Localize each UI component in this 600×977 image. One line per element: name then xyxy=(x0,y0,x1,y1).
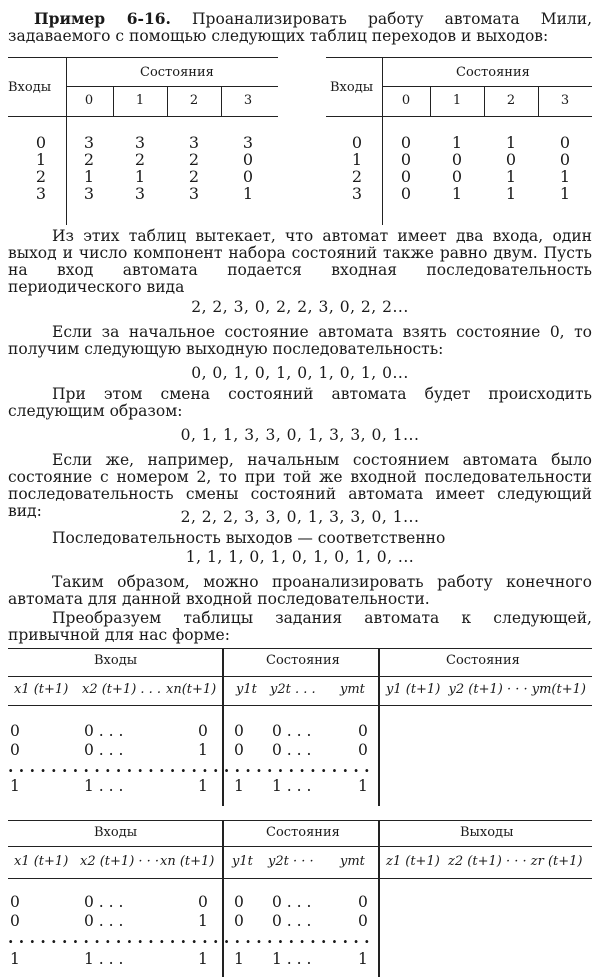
table-cell: 1 xyxy=(559,167,571,186)
g1-var-x2: x2 (t+1) . . . xyxy=(82,682,162,697)
g1-cell: 1 xyxy=(10,777,20,795)
g2-cell: 0 . . . xyxy=(272,893,312,911)
rule xyxy=(326,57,592,58)
rule xyxy=(8,878,592,879)
g1-var-y1: y1t xyxy=(236,682,257,697)
row-label: 1 xyxy=(351,150,363,169)
table-cell: 3 xyxy=(134,133,146,152)
g1-cell: 1 xyxy=(234,777,244,795)
intro-text: Проанализировать работу автомата Мили, задаваемого с помощью следующих таблиц переходов и выходов: xyxy=(8,10,593,45)
g1-var-ym: ymt xyxy=(340,682,365,697)
table-cell: 2 xyxy=(134,150,146,169)
paragraph-7: Преобразуем таблицы задания автомата к следующей, привычной для нас форме: xyxy=(8,609,592,644)
table-cell: 0 xyxy=(451,150,463,169)
table-cell: 0 xyxy=(451,167,463,186)
table-cell: 0 xyxy=(505,150,517,169)
g2-var-ym: ymt xyxy=(340,854,365,869)
table-cell: 2 xyxy=(188,150,200,169)
col-header: 3 xyxy=(243,93,253,108)
rule xyxy=(8,846,592,847)
rule xyxy=(378,820,380,977)
g1-cell: 0 . . . xyxy=(272,741,312,759)
g1-cell: 1 xyxy=(198,777,208,795)
g1-var-y2: y2t . . . xyxy=(270,682,316,697)
rule xyxy=(8,705,592,706)
table-cell: 3 xyxy=(134,184,146,203)
g2-header-states: Состояния xyxy=(266,825,340,840)
table-cell: 1 xyxy=(559,184,571,203)
example-label: Пример 6-16. xyxy=(34,9,171,28)
sequence-1: 2, 2, 3, 0, 2, 2, 3, 0, 2, 2... xyxy=(191,298,409,316)
table-cell: 1 xyxy=(451,133,463,152)
table-cell: 2 xyxy=(83,150,95,169)
sequence-2: 0, 0, 1, 0, 1, 0, 1, 0, 1, 0... xyxy=(191,364,409,382)
table-cell: 1 xyxy=(451,184,463,203)
rule xyxy=(430,86,431,116)
rule xyxy=(8,820,592,821)
g2-cell: 0 xyxy=(234,893,244,911)
row-label: 2 xyxy=(35,167,47,186)
g2-var-y1: y1t xyxy=(232,854,253,869)
g1-cell: 0 . . . xyxy=(84,722,124,740)
table-cell: 0 xyxy=(242,167,254,186)
g2-cell: 1 xyxy=(234,950,244,968)
table-cell: 1 xyxy=(505,184,517,203)
sequence-3: 0, 1, 1, 3, 3, 0, 1, 3, 3, 0, 1... xyxy=(180,426,420,444)
g2-ellipsis-row: . . . . . . . . . . . . . . . . . . . . . . . . . . . . . . . . . . xyxy=(8,928,370,947)
table-cell: 1 xyxy=(505,133,517,152)
g2-var-xn: xn (t+1) xyxy=(160,854,215,869)
g1-cell: 1 . . . xyxy=(272,777,312,795)
table-cell: 1 xyxy=(505,167,517,186)
g1-cell: 0 xyxy=(358,741,368,759)
g2-cell: 0 xyxy=(234,912,244,930)
g2-cell: 0 xyxy=(358,912,368,930)
row-label: 0 xyxy=(35,133,47,152)
g2-cell: 0 . . . xyxy=(84,893,124,911)
g1-var-xn: xn(t+1) xyxy=(166,682,217,697)
table-cell: 0 xyxy=(242,150,254,169)
g1-cell: 1 . . . xyxy=(84,777,124,795)
col-header: 2 xyxy=(506,93,516,108)
paragraph-5: Последовательность выходов — соответственно xyxy=(52,529,446,547)
paragraph-3: При этом смена состояний автомата будет происходить следующим образом: xyxy=(8,385,592,420)
g1-cell: 1 xyxy=(358,777,368,795)
g1-header-next-states: Состояния xyxy=(446,653,520,668)
g1-cell: 0 xyxy=(198,722,208,740)
rule xyxy=(113,86,114,116)
col-header: 0 xyxy=(84,93,94,108)
g2-var-y2: y2t · · · xyxy=(268,854,314,869)
rule xyxy=(8,648,592,649)
g1-var-x1: x1 (t+1) xyxy=(14,682,69,697)
g1-header-states: Состояния xyxy=(266,653,340,668)
row-label: 2 xyxy=(351,167,363,186)
row-label: 0 xyxy=(351,133,363,152)
output-states-header: Состояния xyxy=(456,65,530,80)
col-header: 1 xyxy=(135,93,145,108)
table-cell: 3 xyxy=(83,184,95,203)
rule xyxy=(8,116,278,117)
g2-cell: 1 . . . xyxy=(272,950,312,968)
table-cell: 3 xyxy=(188,184,200,203)
g2-header-inputs: Входы xyxy=(94,825,138,840)
table-cell: 0 xyxy=(400,133,412,152)
rule xyxy=(382,86,592,87)
g2-cell: 0 xyxy=(358,893,368,911)
g1-cell: 0 xyxy=(358,722,368,740)
paragraph-4: Если же, например, начальным состоянием автомата было состояние с номером 2, то при той же входной последовательности последовательность смены состояний автомата имеет следующий вид: xyxy=(8,451,592,520)
col-header: 3 xyxy=(560,93,570,108)
table-cell: 3 xyxy=(83,133,95,152)
g2-cell: 0 . . . xyxy=(272,912,312,930)
g2-cell: 0 xyxy=(198,893,208,911)
output-inputs-header: Входы xyxy=(330,80,374,95)
rule xyxy=(484,86,485,116)
transition-states-header: Состояния xyxy=(140,65,214,80)
g1-header-inputs: Входы xyxy=(94,653,138,668)
col-header: 2 xyxy=(189,93,199,108)
row-label: 3 xyxy=(351,184,363,203)
table-cell: 0 xyxy=(559,133,571,152)
rule xyxy=(8,676,592,677)
col-header: 1 xyxy=(452,93,462,108)
g2-cell: 1 xyxy=(198,950,208,968)
g2-cell: 1 xyxy=(10,950,20,968)
table-cell: 0 xyxy=(400,184,412,203)
table-cell: 0 xyxy=(400,150,412,169)
g2-cell: 1 xyxy=(358,950,368,968)
table-cell: 2 xyxy=(188,167,200,186)
rule xyxy=(8,57,278,58)
table-cell: 3 xyxy=(188,133,200,152)
g1-cell: 1 xyxy=(198,741,208,759)
g1-ellipsis-row: . . . . . . . . . . . . . . . . . . . . . . . . . . . . . . . . . . xyxy=(8,757,370,776)
g2-output-vars: z1 (t+1) z2 (t+1) · · · zr (t+1) xyxy=(386,854,583,869)
g1-cell: 0 xyxy=(10,741,20,759)
g2-cell: 0 xyxy=(10,912,20,930)
rule xyxy=(222,820,224,977)
table-cell: 0 xyxy=(400,167,412,186)
table-cell: 0 xyxy=(559,150,571,169)
col-header: 0 xyxy=(401,93,411,108)
rule xyxy=(167,86,168,116)
paragraph-2: Если за начальное состояние автомата взять состояние 0, то получим следующую выходную последовательность: xyxy=(8,323,592,358)
g1-cell: 0 xyxy=(234,741,244,759)
sequence-4: 2, 2, 2, 3, 3, 0, 1, 3, 3, 0, 1... xyxy=(180,508,420,526)
g1-cell: 0 . . . xyxy=(84,741,124,759)
g2-var-x1: x1 (t+1) xyxy=(14,854,69,869)
g1-cell: 0 xyxy=(234,722,244,740)
g1-cell: 0 xyxy=(10,722,20,740)
rule xyxy=(538,86,539,116)
transition-inputs-header: Входы xyxy=(8,80,52,95)
g2-cell: 1 . . . xyxy=(84,950,124,968)
g2-var-x2: x2 (t+1) · · · xyxy=(80,854,160,869)
row-label: 3 xyxy=(35,184,47,203)
paragraph-1: Из этих таблиц вытекает, что автомат имеет два входа, один выход и число компонент набора состояний также равно двум. Пусть на вход автомата подается входная последовательность периодического вида xyxy=(8,227,592,296)
g2-cell: 1 xyxy=(198,912,208,930)
intro-paragraph xyxy=(8,10,592,45)
paragraph-6: Таким образом, можно проанализировать работу конечного автомата для данной входной последовательности. xyxy=(8,573,592,608)
g2-cell: 0 . . . xyxy=(84,912,124,930)
row-label: 1 xyxy=(35,150,47,169)
rule xyxy=(326,116,592,117)
rule xyxy=(66,86,278,87)
g1-cell: 0 . . . xyxy=(272,722,312,740)
rule xyxy=(378,648,380,806)
sequence-5: 1, 1, 1, 0, 1, 0, 1, 0, 1, 0, ... xyxy=(185,548,415,566)
table-cell: 1 xyxy=(83,167,95,186)
rule xyxy=(66,57,67,225)
rule xyxy=(222,648,224,806)
rule xyxy=(382,57,383,225)
g2-header-outputs: Выходы xyxy=(460,825,514,840)
g2-cell: 0 xyxy=(10,893,20,911)
table-cell: 1 xyxy=(134,167,146,186)
table-cell: 3 xyxy=(242,133,254,152)
rule xyxy=(221,86,222,116)
g1-next-state-vars: y1 (t+1) y2 (t+1) · · · ym(t+1) xyxy=(386,682,586,697)
table-cell: 1 xyxy=(242,184,254,203)
